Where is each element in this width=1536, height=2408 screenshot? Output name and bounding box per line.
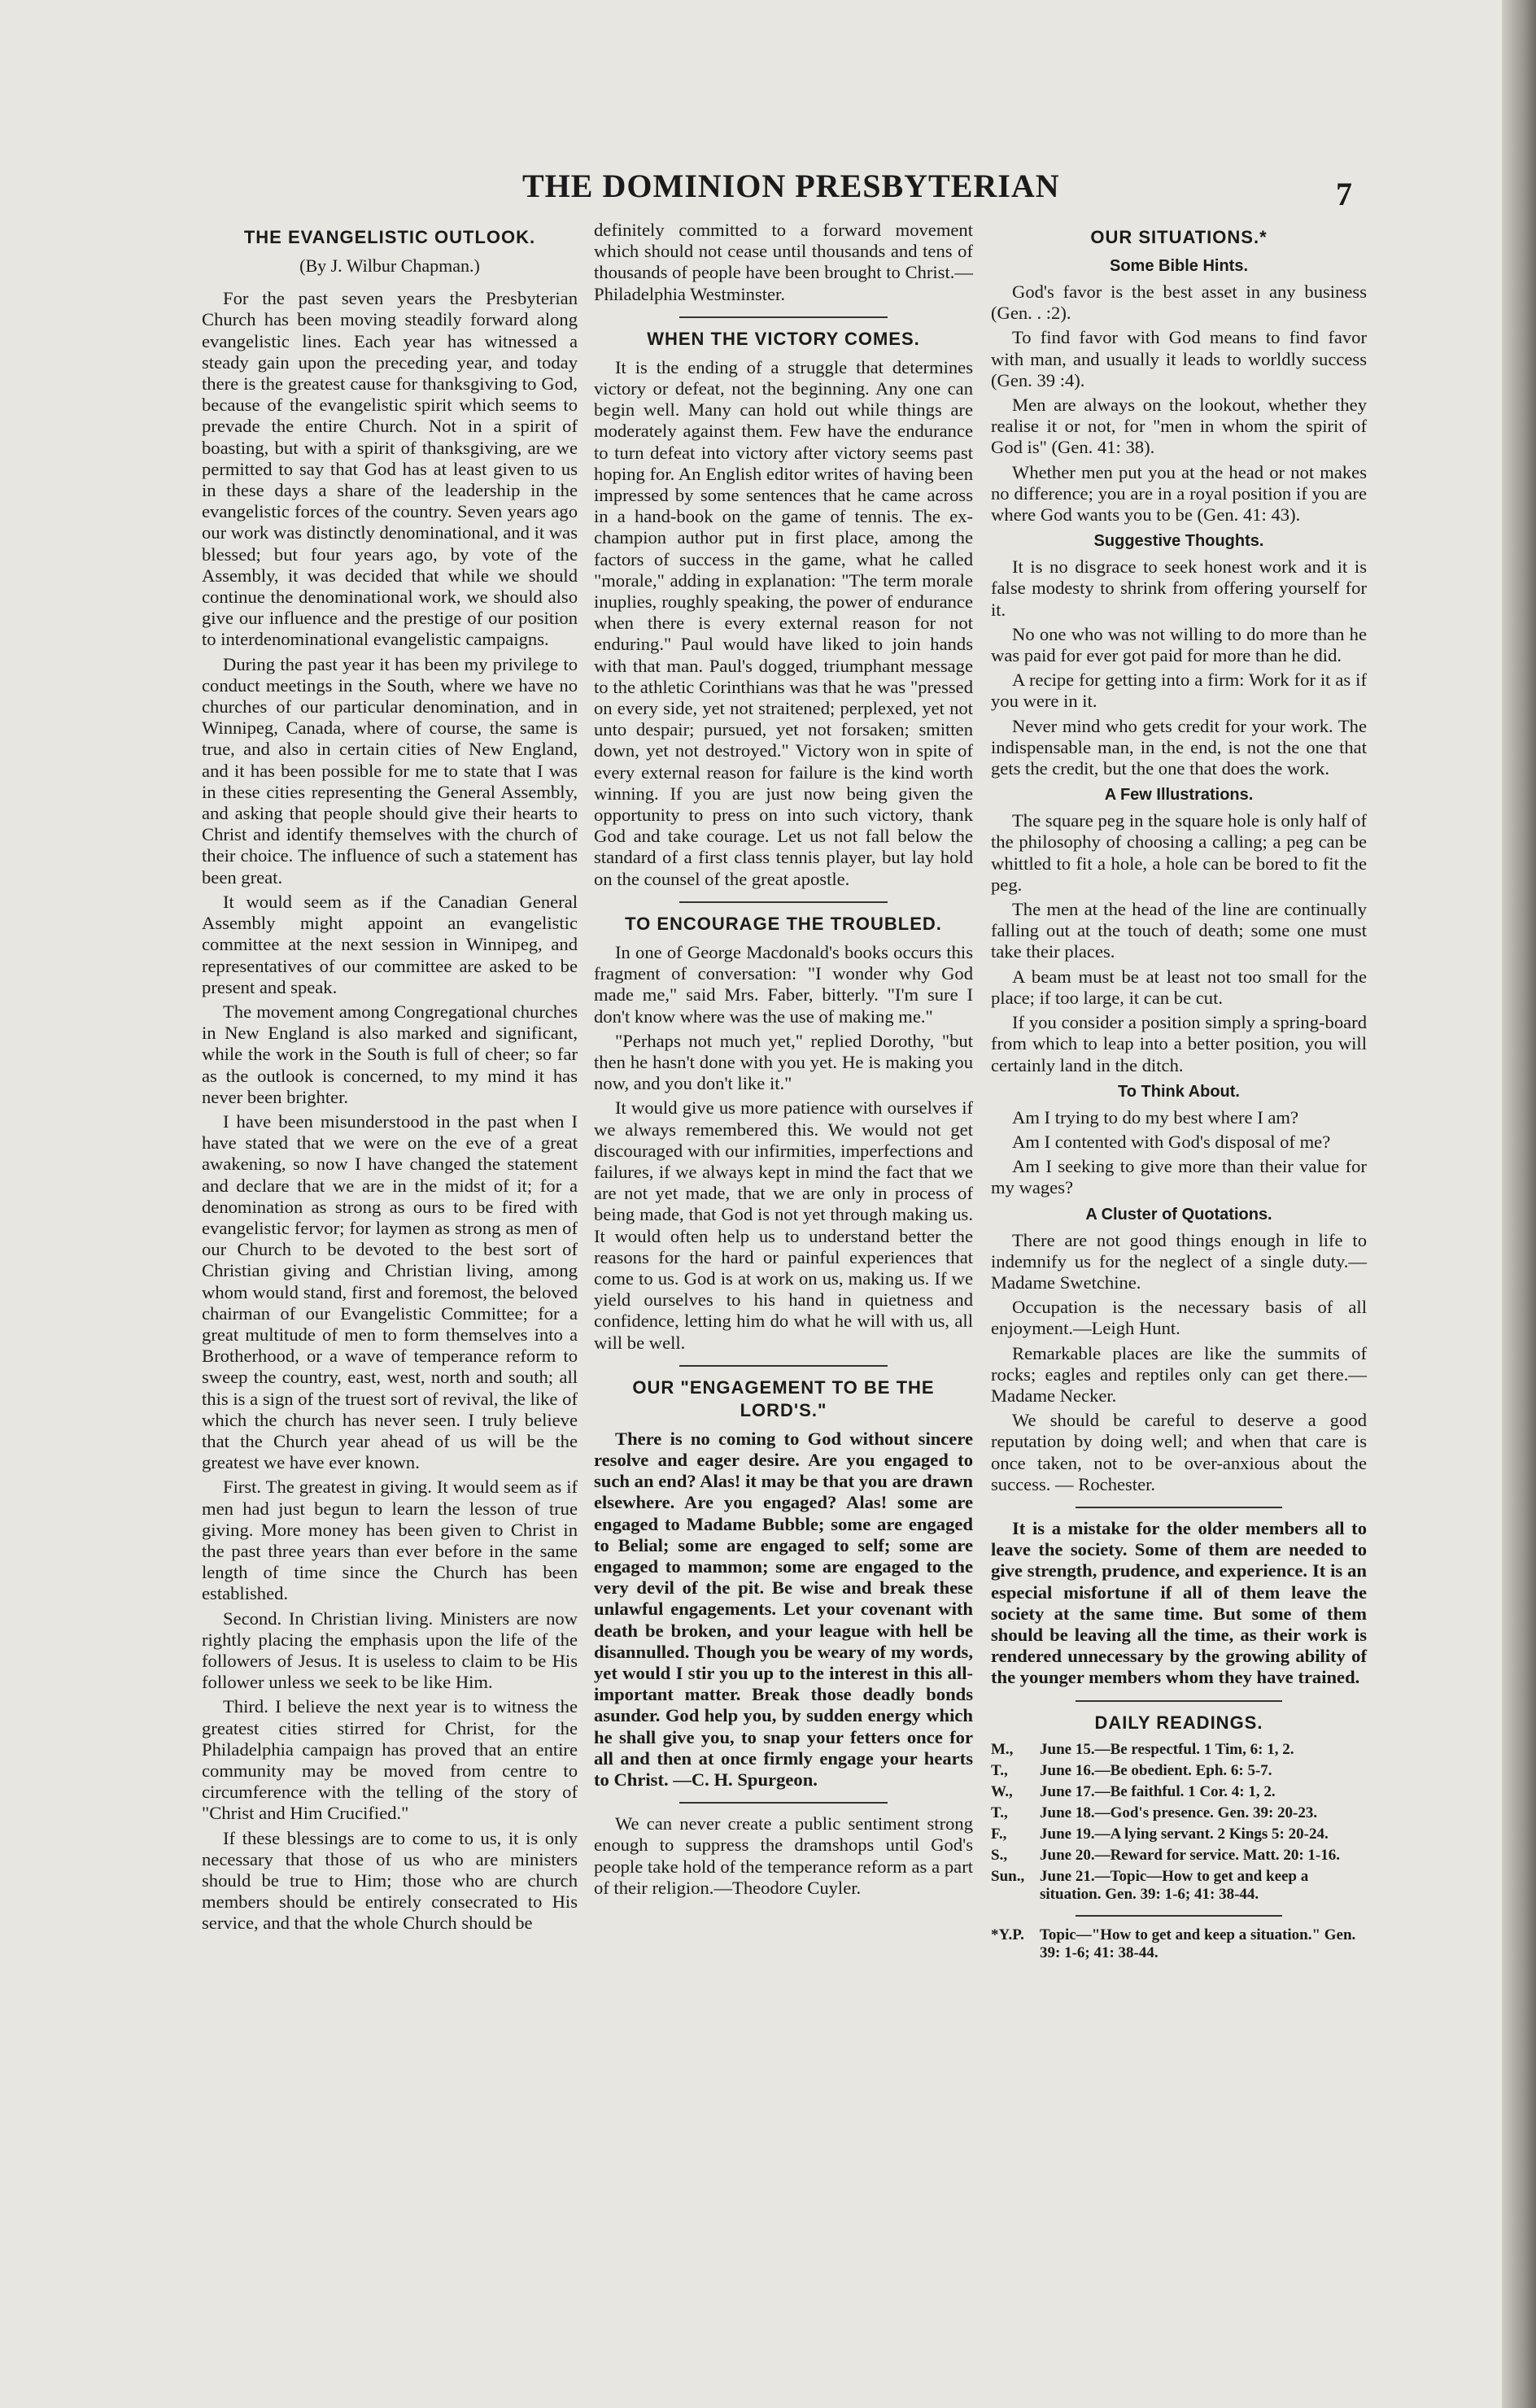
paragraph: The movement among Congregational churches in New England is also marked and significant, while the work in the South is full of cheer; so far as the outlook is concerned, to my mind it has never been brighter. [202, 1001, 578, 1107]
reading-item [991, 1804, 1367, 1822]
reading-text: June 17.—Be faithful. 1 Cor. 4: 1, 2. [1040, 1782, 1276, 1800]
reading-day: F., [991, 1825, 1007, 1843]
publication-title: THE DOMINION PRESBYTERIAN [522, 168, 1060, 204]
reading-item [991, 1847, 1367, 1865]
column-1 [202, 220, 578, 1938]
reading-item [991, 1741, 1367, 1759]
reading-text: June 21.—Topic—How to get and keep a situation. Gen. 39: 1-6; 41: 38-44. [1040, 1867, 1309, 1903]
paragraph: We should be careful to deserve a good reputation by doing well; and when that care is once taken, not to be over-anxious about the success. — Rochester. [991, 1410, 1367, 1494]
paragraph: For the past seven years the Presbyterian Church has been moving steadily forward along evangelistic lines. Each year has witnessed a steady gain upon the preceding year, and today there is the greatest cause for thanksgiving to God, because of the evangelistic spirit which seems to prevade the entire Church. Not in a spirit of boasting, but with a spirit of thanksgiving, are we permitted to say that God has at least given to us in these days a share of the leadership in the evangelistic forces of the country. Seven years ago our work was distinctly denominational, and it was blessed; but four years ago, by vote of the Assembly, it was decided that while we should continue the denominational work, we should also give our influence and the prestige of our position to interdenominational evangelistic campaigns. [202, 288, 578, 650]
paragraph: God's favor is the best asset in any business (Gen. . :2). [991, 281, 1367, 324]
page-number: 7 [1336, 176, 1352, 212]
reading-day: T., [991, 1761, 1008, 1779]
section-divider [679, 1365, 888, 1367]
paragraph: In one of George Macdonald's books occurs this fragment of conversation: "I wonder why God made me," said Mrs. Faber, bitterly. "I'm sure I don't know where was the use of making me." [594, 941, 973, 1027]
paragraph: We can never create a public sentiment strong enough to suppress the dramshops until God's people take hold of the temperance reform as a part of their religion.—Theodore Cuyler. [594, 1813, 973, 1898]
paragraph: A beam must be at least not too small for the place; if too large, it can be cut. [991, 966, 1367, 1008]
reading-text: June 19.—A lying servant. 2 Kings 5: 20-24. [1040, 1825, 1329, 1843]
continued-paragraph: definitely committed to a forward movement which should not cease until thousands and tens of thousands of people have been brought to Christ.—Philadelphia Westminster. [594, 220, 973, 304]
paragraph: A recipe for getting into a firm: Work for it as if you were in it. [991, 670, 1367, 712]
reading-day: S., [991, 1846, 1008, 1864]
section-divider [1076, 1507, 1282, 1508]
daily-readings-title: DAILY READINGS. [1094, 1712, 1263, 1733]
reading-day: T., [991, 1804, 1008, 1821]
paragraph: Am I contented with God's disposal of me? [1012, 1131, 1331, 1152]
paragraph: There are not good things enough in life to indemnify us for the neglect of a single duty.—Madame Swetchine. [991, 1229, 1367, 1293]
subheading-quotations: A Cluster of Quotations. [1085, 1205, 1272, 1224]
paragraph: To find favor with God means to find favor with man, and usually it leads to worldly success (Gen. 39 :4). [991, 327, 1367, 390]
article-title-evangelistic-outlook: THE EVANGELISTIC OUTLOOK. [243, 227, 536, 247]
page-header [203, 167, 1383, 224]
subheading-think-about: To Think About. [1118, 1082, 1240, 1101]
subheading-suggestive-thoughts: Suggestive Thoughts. [1093, 532, 1264, 551]
reading-text: June 15.—Be respectful. 1 Tim, 6: 1, 2. [1040, 1740, 1294, 1758]
column-3 [991, 220, 1367, 1962]
column-2 [594, 220, 973, 1902]
paragraph: It would give us more patience with ourselves if we always remembered this. We would not get discouraged with our infirmities, imperfections and failures, if we always kept in mind the fact that we are not yet made, that we are only in process of being made, that God is not yet through making us. It would often help us to understand better the reasons for the hard or painful experiences that come to us. God is at work on us, making us. If we yield ourselves to his hand in quietness and confidence, letting him do what he will with us, all will be well. [594, 1097, 973, 1353]
paragraph: It is the ending of a struggle that determines victory or defeat, not the beginning. Any one can begin well. Many can hold out while things are moderately against them. Few have the endurance to turn defeat into victory after victory seems past hoping for. An English editor writes of having been impressed by some sentences that he came across in a hand-book on the game of tennis. The ex-champion author put in first place, among the factors of success in the game, what he called "morale," adding in explanation: "The term morale inuplies, roughly speaking, the power of endurance when there is every external reason for not enduring." Paul would have liked to join hands with that man. Paul's dogged, triumphant message to the athletic Corinthians was that he was "pressed on every side, yet not straitened; perplexed, yet not unto despair; pursued, yet not forsaken; smitten down, yet not destroyed." Victory won in spite of every external reason for failure is the kind worth winning. If you are just now being given the opportunity to press on into such victory, thank God and take courage. Let us not fall below the standard of a first class tennis player, but lay hold on the counsel of the great apostle. [594, 356, 973, 889]
article-title-encourage: TO ENCOURAGE THE TROUBLED. [625, 913, 942, 934]
paragraph: Never mind who gets credit for your work. The indispensable man, in the end, is not the one that gets the credit, but the one that does the work. [991, 715, 1367, 779]
reading-text: June 18.—God's presence. Gen. 39: 20-23. [1040, 1804, 1318, 1821]
reading-item [991, 1783, 1367, 1801]
footnote-mark: *Y.P. [991, 1926, 1024, 1943]
paragraph: There is no coming to God without sincere resolve and eager desire. Are you engaged to such an end? Alas! it may be that you are drawn elsewhere. Are you engaged? Alas! some are engaged to Madame Bubble; some are engaged to Belial; some are engaged to self; some are engaged to mammon; some are engaged to the very devil of the pit. Be wise and break these unlawful engagements. Let your covenant with death be broken, and your league with hell be disannulled. Though you be weary of my words, yet would I stir you up to the interest in this all-important matter. Break those deadly bonds asunder. God help you, by sudden energy which he shall give you, to snap your fetters once for all and then at once firmly engage your hearts to Christ. —C. H. Spurgeon. [594, 1428, 973, 1790]
reading-item [991, 1826, 1367, 1843]
paragraph: Remarkable places are like the summits of rocks; eagles and reptiles only can get there.—Madame Necker. [991, 1342, 1367, 1406]
paragraph: Whether men put you at the head or not makes no difference; you are in a royal position if you are where God wants you to be (Gen. 41: 43). [991, 461, 1367, 526]
article-title-situations: OUR SITUATIONS.* [1090, 227, 1268, 247]
paragraph: "Perhaps not much yet," replied Dorothy, "but then he hasn't done with you yet. He is making you now, and you don't like it." [594, 1030, 973, 1094]
reading-text: June 16.—Be obedient. Eph. 6: 5-7. [1040, 1761, 1272, 1779]
paragraph: I have been misunderstood in the past when I have stated that we were on the eve of a great awakening, so now I have changed the statement and declare that we are in the midst of it; for a denomination as strong as ours to be fired with evangelistic fervor; for laymen as strong as men of our Church to be devoted to the best sort of Christian giving and Christian living, among whom would stand, first and foremost, the beloved chairman of our Evangelistic Committee; for a great multitude of men to form themselves into a Brotherhood, or a wave of temperance reform to sweep the country, east, west, north and south; all this is a sign of the truest sort of revival, the like of which the church has never seen. I truly believe that the Church year ahead of us will be the greatest we have ever known. [202, 1110, 578, 1473]
topic-footnote [991, 1926, 1367, 1962]
paragraph: The square peg in the square hole is only half of the philosophy of choosing a calling; a peg can be whittled to fit a hole, a hole can be bored to fit the peg. [991, 810, 1367, 895]
paragraph: Occupation is the necessary basis of all enjoyment.—Leigh Hunt. [991, 1297, 1367, 1339]
section-divider [679, 901, 888, 903]
article-byline: (By J. Wilbur Chapman.) [299, 255, 480, 276]
paragraph: Am I seeking to give more than their value for my wages? [991, 1156, 1367, 1198]
paragraph: Am I trying to do my best where I am? [1012, 1106, 1299, 1128]
section-divider [679, 316, 888, 318]
paragraph: If you consider a position simply a spring-board from which to leap into a better position, you will certainly land in the ditch. [991, 1012, 1367, 1075]
reading-item [991, 1762, 1367, 1780]
subheading-bible-hints: Some Bible Hints. [1109, 257, 1249, 275]
section-divider [679, 1802, 888, 1804]
paragraph-older-members: It is a mistake for the older members all to leave the society. Some of them are needed to give strength, prudence, and experience. It is an especial misfortune if all of them leave the society at the same time. But some of them should be leaving all the time, as their work is rendered unnecessary by the growing ability of the younger members whom they have trained. [991, 1517, 1367, 1688]
reading-day: W., [991, 1782, 1013, 1800]
paragraph: It would seem as if the Canadian General Assembly might appoint an evangelistic committee at the next session in Winnipeg, and representatives of our committee are asked to be present and speak. [202, 891, 578, 997]
paragraph: If these blessings are to come to us, it is only necessary that those of us who are ministers should be true to Him; those who are church members should be entirely consecrated to His service, and that the whole Church should be [202, 1827, 578, 1934]
paragraph: No one who was not willing to do more than he was paid for ever got paid for more than he did. [991, 623, 1367, 666]
paragraph: The men at the head of the line are continually falling out at the touch of death; some one must take their places. [991, 899, 1367, 962]
footnote-text: Topic—"How to get and keep a situation." Gen. 39: 1-6; 41: 38-44. [1040, 1926, 1356, 1961]
reading-day: Sun., [991, 1867, 1025, 1885]
section-divider [1076, 1915, 1282, 1917]
paragraph: It is no disgrace to seek honest work and it is false modesty to shrink from offering yourself for it. [991, 556, 1367, 620]
paragraph: First. The greatest in giving. It would seem as if men had just begun to learn the lesson of true giving. More money has been given to Christ in the past three years than ever before in the same length of time since the Church has been established. [202, 1477, 578, 1604]
page-edge-shadow [1502, 0, 1536, 2408]
reading-item [991, 1868, 1367, 1904]
article-title-engagement: OUR "ENGAGEMENT TO BE THE LORD'S." [632, 1376, 935, 1420]
paragraph: Men are always on the lookout, whether they realise it or not, for "men in whom the spirit of God is" (Gen. 41: 38). [991, 395, 1367, 458]
paragraph: During the past year it has been my privilege to conduct meetings in the South, where we have no churches of our particular denomination, and in Winnipeg, Canada, where of course, the same is true, and also in certain cities of New England, and it has been possible for me to state that I was in these cities representing the General Assembly, and asking that people should give their hearts to Christ and identify themselves with the church of their choice. The influence of such a statement has been great. [202, 653, 578, 888]
section-divider [1076, 1700, 1282, 1702]
reading-text: June 20.—Reward for service. Matt. 20: 1-16. [1040, 1846, 1341, 1864]
article-title-victory: WHEN THE VICTORY COMES. [647, 328, 920, 349]
subheading-illustrations: A Few Illustrations. [1104, 786, 1254, 805]
paragraph: Third. I believe the next year is to witness the greatest cities stirred for Christ, for the Philadelphia campaign has proved that an entire community may be moved from centre to circumference with the telling of the story of "Christ and Him Crucified." [202, 1696, 578, 1824]
reading-day: M., [991, 1740, 1014, 1758]
paragraph: Second. In Christian living. Ministers are now rightly placing the emphasis upon the life of the followers of Jesus. It is useless to claim to be His follower unless we seek to be like Him. [202, 1608, 578, 1693]
